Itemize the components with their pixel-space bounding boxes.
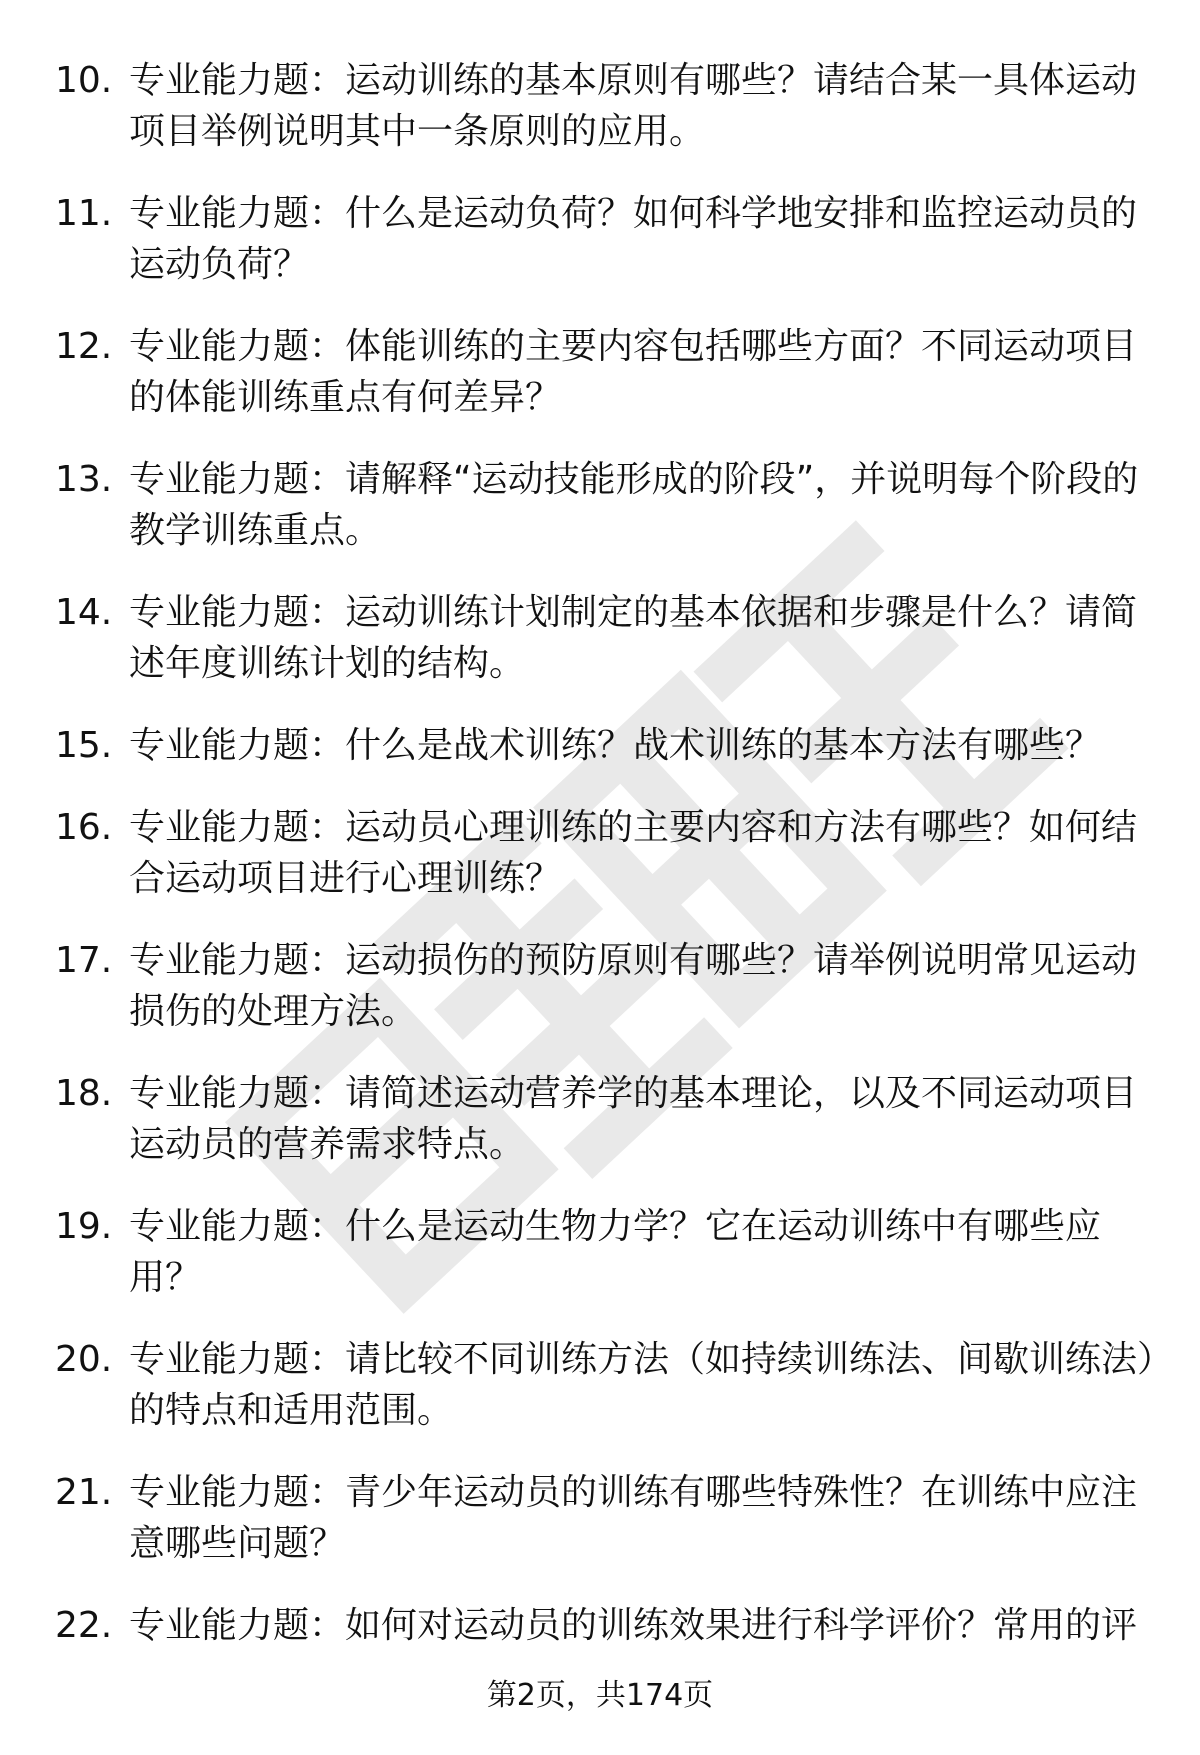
question-item-16	[55, 802, 1155, 904]
question-item-20	[55, 1334, 1155, 1436]
question-number: 16.	[55, 807, 113, 848]
question-number: 20.	[55, 1339, 113, 1380]
question-text: 专业能力题：什么是战术训练？战术训练的基本方法有哪些？	[129, 725, 1102, 766]
question-number: 13.	[55, 459, 113, 500]
question-item-17	[55, 935, 1155, 1037]
question-item-22	[55, 1600, 1155, 1651]
question-number: 17.	[55, 940, 113, 981]
question-item-12	[55, 321, 1155, 423]
question-number: 19.	[55, 1206, 113, 1247]
question-text: 专业能力题：运动员心理训练的主要内容和方法有哪些？如何结合运动项目进行心理训练？	[129, 807, 1138, 899]
question-item-13	[55, 454, 1155, 556]
question-number: 21.	[55, 1472, 113, 1513]
question-text: 专业能力题：运动训练的基本原则有哪些？请结合某一具体运动项目举例说明其中一条原则的应用。	[129, 60, 1138, 152]
question-number: 22.	[55, 1605, 113, 1646]
question-text: 专业能力题：运动训练计划制定的基本依据和步骤是什么？请简述年度训练计划的结构。	[129, 592, 1138, 684]
question-item-18	[55, 1068, 1155, 1170]
question-text: 专业能力题：什么是运动生物力学？它在运动训练中有哪些应用？	[129, 1206, 1102, 1298]
question-item-21	[55, 1467, 1155, 1569]
question-number: 14.	[55, 592, 113, 633]
question-number: 11.	[55, 193, 113, 234]
question-text: 专业能力题：青少年运动员的训练有哪些特殊性？在训练中应注意哪些问题？	[129, 1472, 1138, 1564]
question-item-10	[55, 55, 1155, 157]
question-text: 专业能力题：如何对运动员的训练效果进行科学评价？常用的评	[129, 1605, 1138, 1646]
question-number: 15.	[55, 725, 113, 766]
question-item-11	[55, 188, 1155, 290]
question-number: 18.	[55, 1073, 113, 1114]
question-item-19	[55, 1201, 1155, 1303]
question-text: 专业能力题：请比较不同训练方法（如持续训练法、间歇训练法）的特点和适用范围。	[129, 1339, 1156, 1431]
question-list	[55, 55, 1155, 1682]
question-item-15	[55, 720, 1155, 771]
page-footer	[0, 1676, 1200, 1716]
question-text: 专业能力题：运动损伤的预防原则有哪些？请举例说明常见运动损伤的处理方法。	[129, 940, 1138, 1032]
question-text: 专业能力题：请解释“运动技能形成的阶段”，并说明每个阶段的教学训练重点。	[129, 459, 1139, 551]
question-text: 专业能力题：体能训练的主要内容包括哪些方面？不同运动项目的体能训练重点有何差异？	[129, 326, 1138, 418]
question-text: 专业能力题：什么是运动负荷？如何科学地安排和监控运动员的运动负荷？	[129, 193, 1138, 285]
question-number: 10.	[55, 60, 113, 101]
page-number-label: 第2页，共174页	[486, 1678, 714, 1713]
question-number: 12.	[55, 326, 113, 367]
question-text: 专业能力题：请简述运动营养学的基本理论，以及不同运动项目运动员的营养需求特点。	[129, 1073, 1138, 1165]
question-item-14	[55, 587, 1155, 689]
